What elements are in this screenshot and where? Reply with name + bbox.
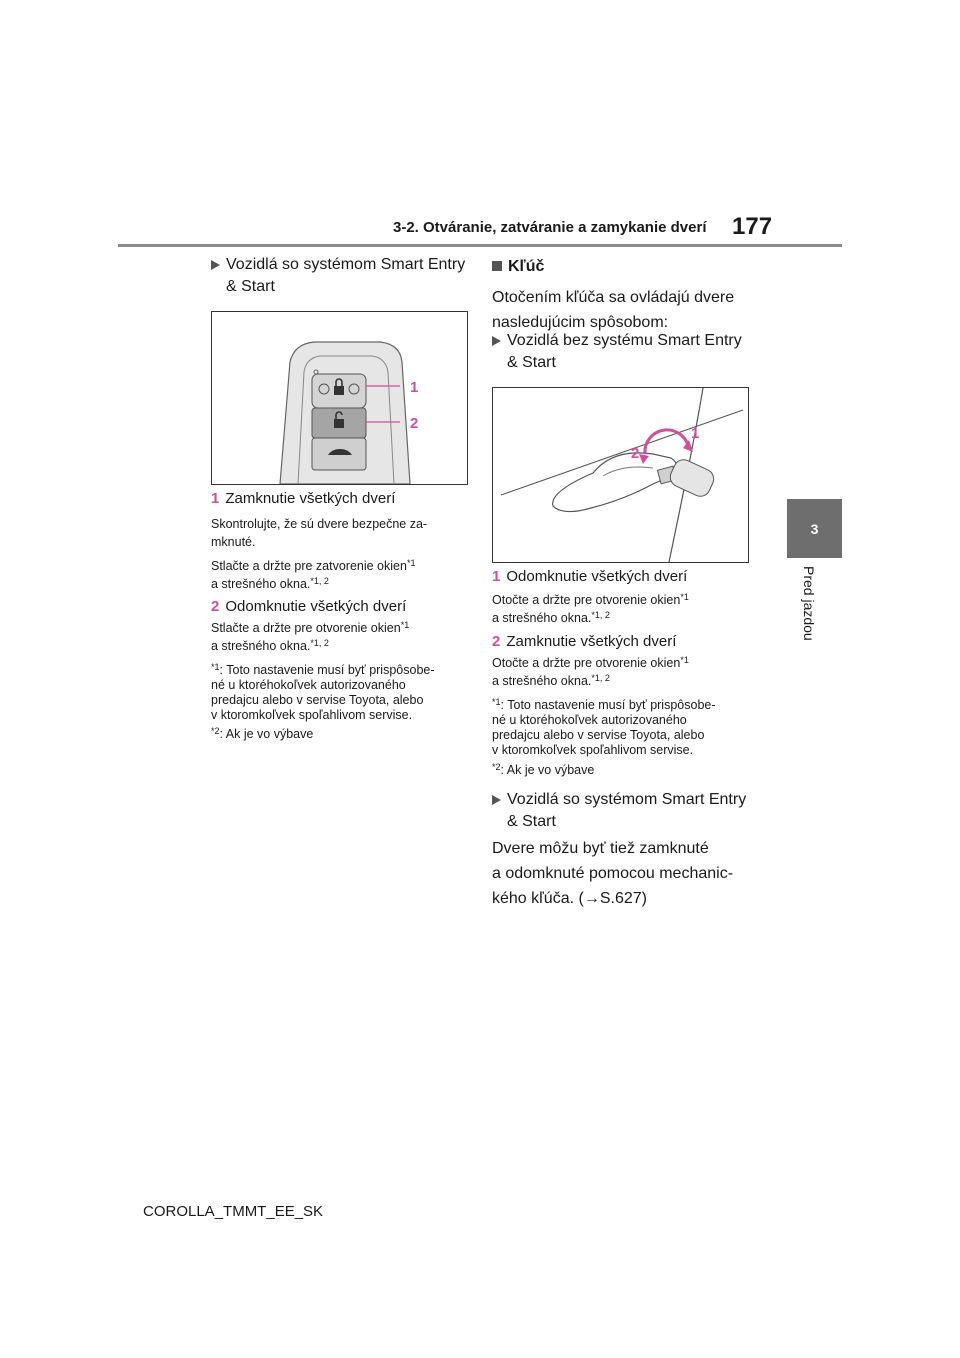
footnote-text: v ktoromkoľvek spoľahlivom servise. xyxy=(492,743,694,757)
header-rule xyxy=(118,244,842,247)
item-text: mknuté. xyxy=(211,535,256,549)
left-footnotes xyxy=(211,663,473,742)
door-key-figure xyxy=(492,387,749,563)
right-footnotes xyxy=(492,698,754,778)
footnote-mark: *2 xyxy=(492,762,501,772)
item-text: a strešného okna. xyxy=(211,639,311,653)
footnote-ref: *1, 2 xyxy=(310,576,329,586)
intro-text: Otočením kľúča sa ovládajú dvere xyxy=(492,289,735,306)
item-text: Otočte a držte pre otvorenie okien xyxy=(492,593,681,607)
item-text: Skontrolujte, že sú dvere bezpečne za- xyxy=(211,517,428,531)
figure-callout-1: 1 xyxy=(410,379,419,396)
triangle-bullet-icon xyxy=(492,795,501,805)
footnote-mark: *2 xyxy=(211,726,220,736)
item-text: Stlačte a držte pre zatvorenie okien xyxy=(211,559,407,573)
figure-callout-2: 2 xyxy=(631,445,640,462)
triangle-bullet-icon xyxy=(211,260,220,270)
right-subheading2-line2: & Start xyxy=(507,813,556,830)
item-text: a strešného okna. xyxy=(492,611,592,625)
item-title: Odomknutie všetkých dverí xyxy=(506,568,688,585)
footnote-ref: *1 xyxy=(680,592,689,602)
right-subheading2 xyxy=(492,789,754,833)
figure-callout-2: 2 xyxy=(410,415,419,432)
right-heading xyxy=(492,254,754,335)
chapter-tab-label xyxy=(797,566,821,658)
item-text: Otočte a držte pre otvorenie okien xyxy=(492,656,681,670)
footnote-ref: *1, 2 xyxy=(591,673,610,683)
left-subheading xyxy=(211,254,473,298)
footnote-text: : Ak je vo výbave xyxy=(219,727,314,741)
footnote-text: : Toto nastavenie musí byť prispôsobe- xyxy=(500,698,716,712)
right-subheading-line1: Vozidlá bez systému Smart Entry xyxy=(507,332,742,349)
footnote-text: né u ktoréhokoľvek autorizovaného xyxy=(492,713,687,727)
closing-paragraph xyxy=(492,836,754,911)
closing-text: a odomknuté pomocou mechanic- xyxy=(492,865,734,882)
footnote-text: predajcu alebo v servise Toyota, alebo xyxy=(492,728,705,742)
left-item2 xyxy=(211,597,473,655)
closing-text: kého kľúča. (→S.627) xyxy=(492,890,647,907)
document-code: COROLLA_TMMT_EE_SK xyxy=(143,1203,324,1220)
item-text: a strešného okna. xyxy=(492,674,592,688)
item-title: Odomknutie všetkých dverí xyxy=(225,598,407,615)
right-item2 xyxy=(492,632,754,690)
chapter-tab-number: 3 xyxy=(787,499,842,558)
footnote-mark: *1 xyxy=(492,697,501,707)
item-title: Zamknutie všetkých dverí xyxy=(225,490,396,507)
right-subheading2-line1: Vozidlá so systémom Smart Entry xyxy=(507,791,747,808)
left-subheading-line2: & Start xyxy=(226,278,275,295)
footnote-ref: *1 xyxy=(680,655,689,665)
intro-text: nasledujúcim spôsobom: xyxy=(492,314,669,331)
footnote-ref: *1 xyxy=(406,558,416,568)
item-text: Stlačte a držte pre otvorenie okien xyxy=(211,621,401,635)
footnote-ref: *1, 2 xyxy=(591,610,610,620)
item-number: 1 xyxy=(492,568,501,585)
smart-key-figure xyxy=(211,311,468,485)
closing-text: Dvere môžu byť tiež zamknuté xyxy=(492,840,709,857)
section-heading: Kľúč xyxy=(508,258,545,275)
chapter-tab-label-text: Pred jazdou xyxy=(801,566,817,641)
triangle-bullet-icon xyxy=(492,336,501,346)
footnote-text: : Ak je vo výbave xyxy=(500,763,595,777)
left-item1 xyxy=(211,489,473,593)
square-bullet-icon xyxy=(492,261,502,271)
right-item1 xyxy=(492,567,754,627)
left-subheading-line1: Vozidlá so systémom Smart Entry xyxy=(226,256,466,273)
footnote-text: v ktoromkoľvek spoľahlivom servise. xyxy=(211,708,413,722)
section-title: 3-2. Otváranie, zatváranie a zamykanie dverí xyxy=(393,219,707,236)
page-number: 177 xyxy=(732,213,773,240)
footnote-ref: *1 xyxy=(400,620,410,630)
footnote-text: predajcu alebo v servise Toyota, alebo xyxy=(211,693,424,707)
item-number: 2 xyxy=(492,633,501,650)
footnote-text: né u ktoréhokoľvek autorizovaného xyxy=(211,678,406,692)
right-subheading xyxy=(492,330,754,374)
figure-callout-1: 1 xyxy=(691,425,700,442)
item-number: 1 xyxy=(211,490,220,507)
footnote-mark: *1 xyxy=(211,662,220,672)
item-number: 2 xyxy=(211,598,220,615)
door-key-illustration xyxy=(493,388,748,562)
item-title: Zamknutie všetkých dverí xyxy=(506,633,677,650)
right-subheading-line2: & Start xyxy=(507,354,556,371)
item-text: a strešného okna. xyxy=(211,577,311,591)
footnote-ref: *1, 2 xyxy=(310,638,329,648)
smart-key-illustration xyxy=(212,312,467,484)
footnote-text: : Toto nastavenie musí byť prispôsobe- xyxy=(219,663,435,677)
